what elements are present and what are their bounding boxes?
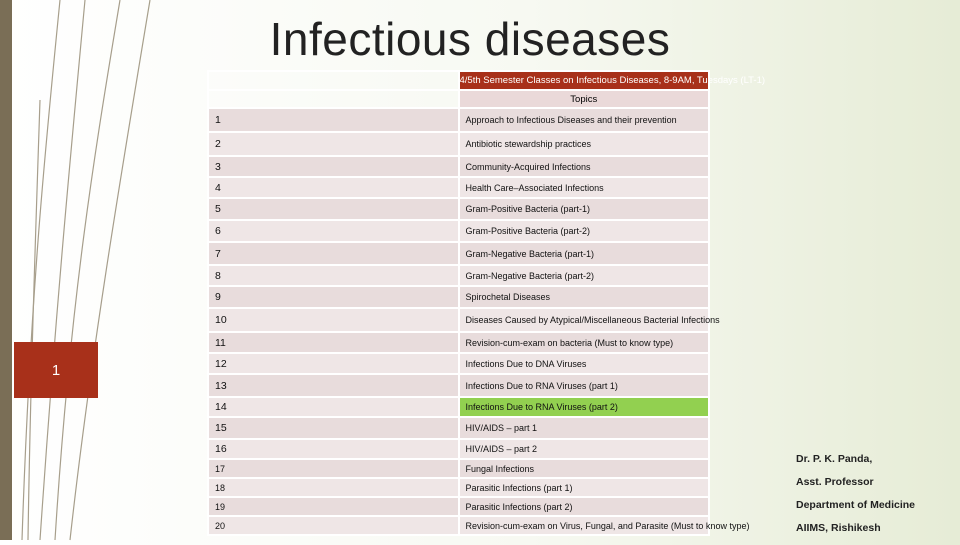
session-number: 13: [208, 374, 459, 397]
session-topic: Diseases Caused by Atypical/Miscellaneous Bacterial Infections: [459, 308, 710, 332]
session-number: 6: [208, 220, 459, 242]
schedule-header-row: [208, 71, 709, 90]
session-number: 20: [208, 516, 459, 535]
session-number: 2: [208, 132, 459, 156]
session-topic: Infections Due to RNA Viruses (part 2): [459, 397, 710, 417]
presenter-department: Department of Medicine: [796, 499, 916, 511]
session-topic: Gram-Negative Bacteria (part-2): [459, 265, 710, 286]
header-spacer: [208, 71, 459, 90]
session-number: 12: [208, 353, 459, 374]
session-topic: Approach to Infectious Diseases and their prevention: [459, 108, 710, 132]
session-topic: Infections Due to RNA Viruses (part 1): [459, 374, 710, 397]
schedule-table: [207, 70, 766, 536]
table-row: [208, 177, 709, 198]
decorative-lines: [0, 0, 200, 540]
table-row: [208, 265, 709, 286]
presenter-institute: AIIMS, Rishikesh: [796, 522, 881, 534]
slide-number-badge: 1: [14, 342, 98, 398]
table-row: [208, 242, 709, 265]
session-number: 3: [208, 156, 459, 177]
session-topic: Spirochetal Diseases: [459, 286, 710, 308]
table-row: [208, 108, 709, 132]
session-number: 17: [208, 459, 459, 478]
session-topic: HIV/AIDS – part 1: [459, 417, 710, 439]
schedule-subheader-row: [208, 90, 709, 108]
table-row: [208, 220, 709, 242]
session-number: 7: [208, 242, 459, 265]
table-row: [208, 332, 709, 353]
presenter-name: Dr. P. K. Panda,: [796, 453, 873, 465]
session-number: 11: [208, 332, 459, 353]
session-topic: Community-Acquired Infections: [459, 156, 710, 177]
table-row: [208, 353, 709, 374]
session-number: 1: [208, 108, 459, 132]
session-number: 18: [208, 478, 459, 497]
page-title: Infectious diseases: [269, 13, 671, 65]
session-topic: Parasitic Infections (part 1): [459, 478, 710, 497]
schedule-header: 4/5th Semester Classes on Infectious Diseases, 8-9AM, Tuesdays (LT-1): [459, 71, 710, 90]
session-topic: Antibiotic stewardship practices: [459, 132, 710, 156]
session-topic: Health Care–Associated Infections: [459, 177, 710, 198]
session-number: 4: [208, 177, 459, 198]
table-row: [208, 308, 709, 332]
topics-heading: Topics: [459, 90, 710, 108]
table-row: [208, 198, 709, 220]
table-row: [208, 459, 709, 478]
session-number: 9: [208, 286, 459, 308]
session-topic: Fungal Infections: [459, 459, 710, 478]
table-row: [208, 516, 709, 535]
table-row: [208, 439, 709, 459]
table-row: [208, 397, 709, 417]
presenter-designation: Asst. Professor: [796, 476, 874, 488]
session-number: 10: [208, 308, 459, 332]
session-topic: Revision-cum-exam on Virus, Fungal, and Parasite (Must to know type): [459, 516, 710, 535]
table-row: [208, 374, 709, 397]
session-topic: HIV/AIDS – part 2: [459, 439, 710, 459]
subheader-spacer: [208, 90, 459, 108]
session-topic: Gram-Negative Bacteria (part-1): [459, 242, 710, 265]
session-number: 8: [208, 265, 459, 286]
session-number: 14: [208, 397, 459, 417]
table-row: [208, 497, 709, 516]
session-topic: Infections Due to DNA Viruses: [459, 353, 710, 374]
table-row: [208, 417, 709, 439]
session-number: 5: [208, 198, 459, 220]
session-number: 16: [208, 439, 459, 459]
session-number: 15: [208, 417, 459, 439]
table-row: [208, 286, 709, 308]
session-topic: Revision-cum-exam on bacteria (Must to know type): [459, 332, 710, 353]
table-row: [208, 156, 709, 177]
table-row: [208, 478, 709, 497]
table-row: [208, 132, 709, 156]
session-number: 19: [208, 497, 459, 516]
presenter-credits: [796, 453, 956, 545]
session-topic: Gram-Positive Bacteria (part-2): [459, 220, 710, 242]
session-topic: Gram-Positive Bacteria (part-1): [459, 198, 710, 220]
session-topic: Parasitic Infections (part 2): [459, 497, 710, 516]
